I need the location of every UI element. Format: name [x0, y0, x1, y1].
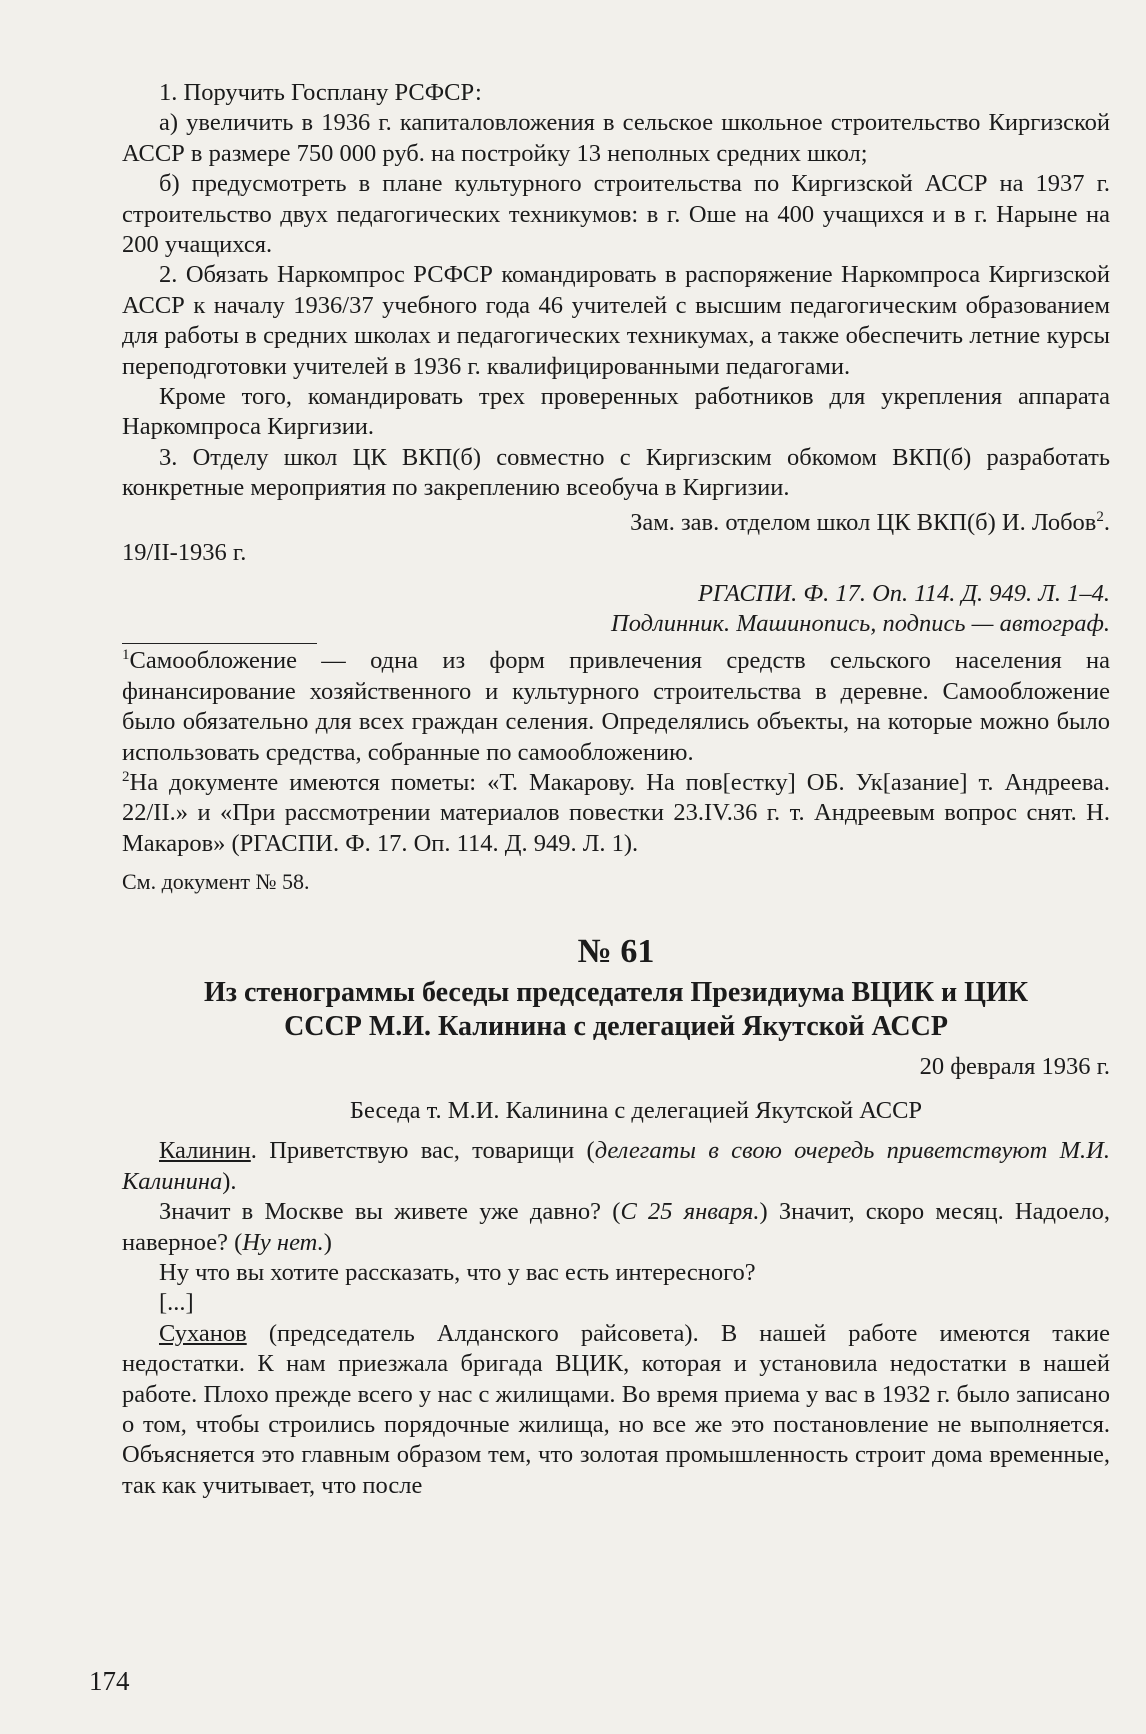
signature: Зам. зав. отделом школ ЦК ВКП(б) И. Лобов$^2$. — [630, 508, 1110, 536]
document-title: Из стенограммы беседы председателя Президиума ВЦИК и ЦИК СССР М.И. Калинина с делегацией Якутской АССР — [203, 976, 1029, 1042]
footnote-divider — [122, 643, 317, 644]
archive-note: Подлинник. Машинопись, подпись — автограф. — [611, 609, 1110, 637]
paragraph-item-1a: а) увеличить в 1936 г. капиталовложения в сельское школьное строительство Киргизской АССР в размере 750 000 руб. на постройку 13 неполных средних школ; — [122, 109, 1110, 167]
footnote-ref-2: 2 — [1096, 508, 1104, 525]
paragraph-item-3: 3. Отделу школ ЦК ВКП(б) совместно с Киргизским обкомом ВКП(б) разработать конкретные мероприятия по закреплению всеобуча в Киргизии. — [122, 443, 1110, 502]
dialogue-kalinin-2: Значит в Москве вы живете уже давно? (С 25 января.) Значит, скоро месяц. Надоело, наверное? (Ну нет.) — [122, 1198, 1110, 1256]
paragraph-item-2-extra: Кроме того, командировать трех проверенных работников для укрепления аппарата Наркомпроса Киргизии. — [122, 383, 1110, 441]
footnote-1: $^1$Самообложение — одна из форм привлечения средств сельского населения на финансирование хозяйственного и культурного строительства в деревне. Самообложение было обязательно для всех граждан селения. Определялись объекты, на которые можно было использовать средства, собранные по самообложению. — [122, 647, 1110, 766]
paragraph-item-1b: б) предусмотреть в плане культурного строительства по Киргизской АССР на 1937 г. строительство двух педагогических техникумов: в г. Оше на 400 учащихся и в г. Нарыне на 200 учащихся. — [122, 170, 1110, 259]
text-column — [122, 78, 1110, 1501]
document-subtitle: Беседа т. М.И. Калинина с делегацией Якутской АССР — [349, 1096, 923, 1124]
footnotes — [122, 646, 1110, 859]
see-also-note: См. документ № 58. — [122, 869, 310, 895]
omission-mark: [...] — [159, 1289, 194, 1317]
dialogue-kalinin-3: Ну что вы хотите рассказать, что у вас есть интересного? — [159, 1259, 756, 1286]
document-date: 19/II-1936 г. — [122, 539, 247, 567]
archive-reference: РГАСПИ. Ф. 17. Оп. 114. Д. 949. Л. 1–4. — [697, 579, 1110, 607]
dialogue-sukhanov: Суханов (председатель Алданского райсовета). В нашей работе имеются такие недостатки. К нам приезжала бригада ВЦИК, которая и установила недостатки в нашей работе. Плохо прежде всего у нас с жилищами. Во время приема у вас в 1932 г. было записано о том, чтобы строились порядочные жилища, но все же это постановление не выполняется. Объясняется это главным образом тем, что золотая промышленность строит дома временные, так как учитывает, что после — [122, 1319, 1110, 1499]
paragraph-item-1: 1. Поручить Госплану РСФСР: — [159, 79, 482, 106]
footnote-2: $^2$На документе имеются пометы: «Т. Макарову. На пов[естку] ОБ. Ук[азание] т. Андреева. 22/II.» и «При рассмотрении материалов повестки 23.IV.36 г. т. Андреевым вопрос снят. Н. Макаров» (РГАСПИ. Ф. 17. Оп. 114. Д. 949. Л. 1). — [122, 768, 1110, 857]
document-number: № 61 — [577, 932, 655, 970]
page-number: 174 — [89, 1666, 130, 1696]
dialogue-kalinin-1: Калинин. Приветствую вас, товарищи (делегаты в свою очередь приветствуют М.И. Калинина). — [122, 1137, 1110, 1195]
paragraph-item-2: 2. Обязать Наркомпрос РСФСР командировать в распоряжение Наркомпроса Киргизской АССР к началу 1936/37 учебного года 46 учителей с высшим педагогическим образованием для работы в средних школах и педагогических техникумах, а также обеспечить летние курсы переподготовки учителей в 1936 г. квалифицированными педагогами. — [122, 261, 1110, 380]
document-header-date: 20 февраля 1936 г. — [919, 1052, 1110, 1080]
